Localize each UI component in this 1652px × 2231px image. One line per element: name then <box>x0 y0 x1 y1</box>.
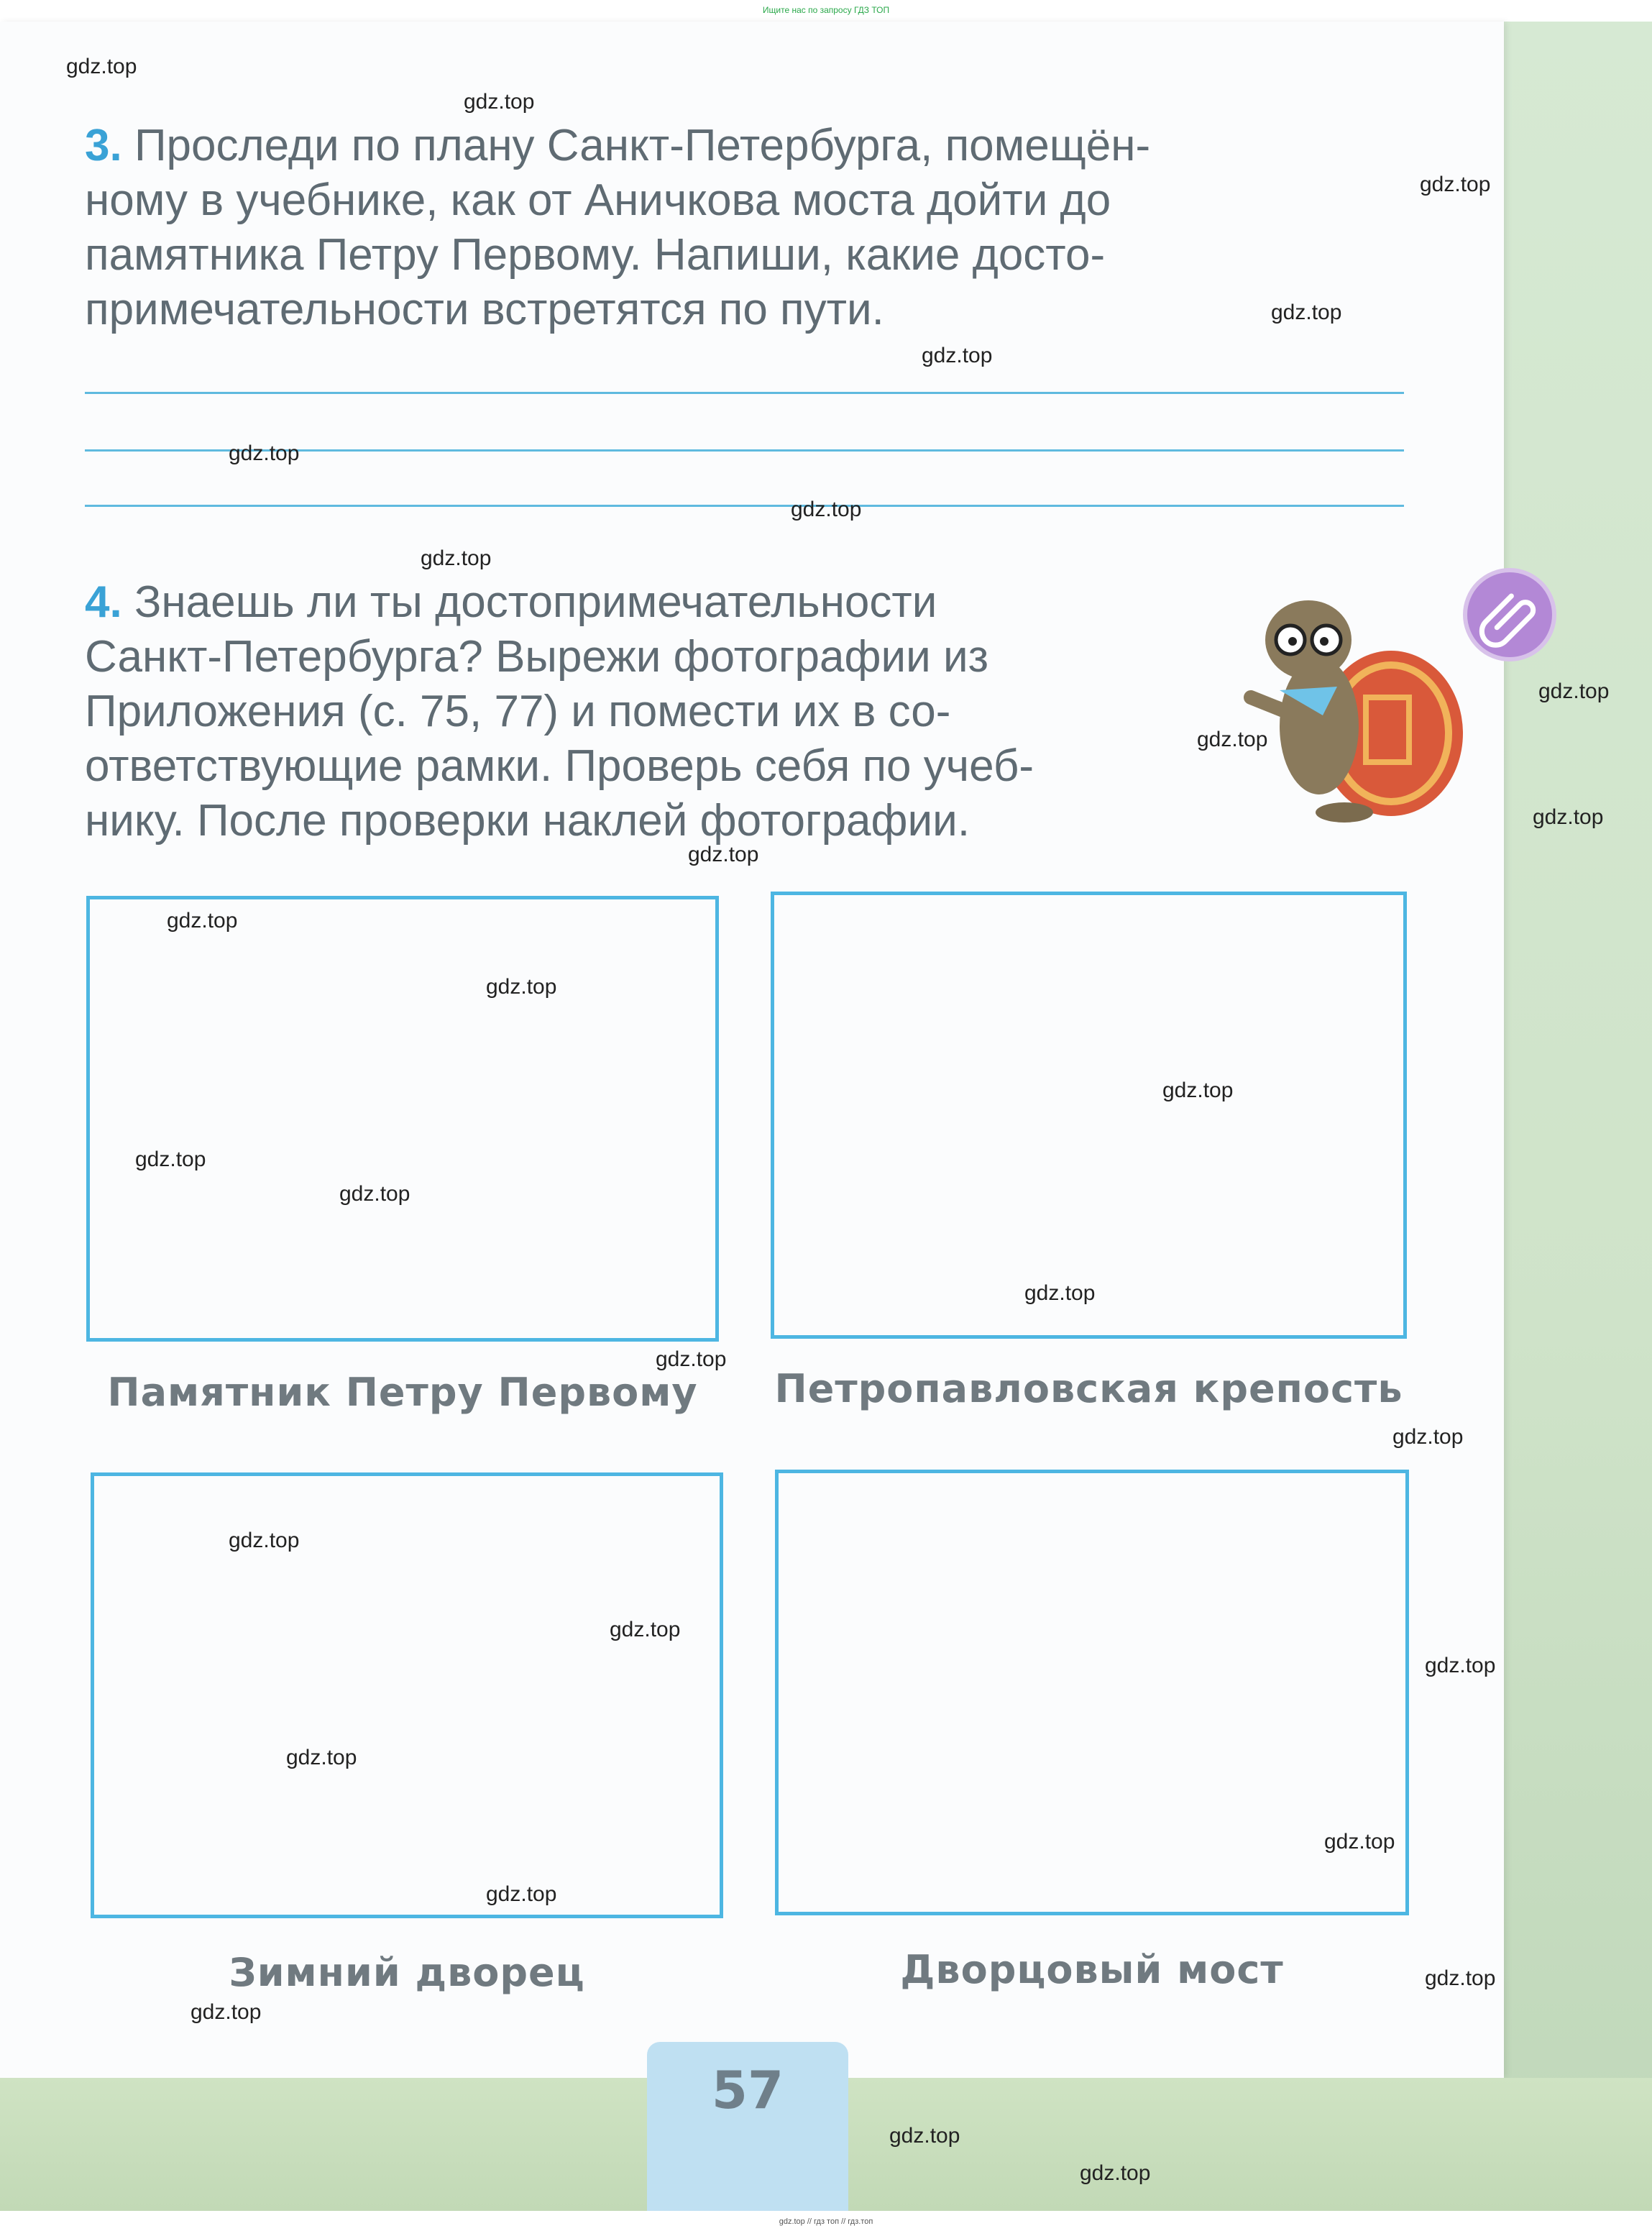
task-3-line-4: примечательности встретятся по пути. <box>85 285 884 334</box>
watermark: gdz.top <box>421 546 492 570</box>
task-4-number: 4. <box>85 577 122 627</box>
task-4-line-3: Приложения (с. 75, 77) и помести их в со- <box>85 687 951 736</box>
watermark: gdz.top <box>486 975 557 999</box>
watermark: gdz.top <box>1024 1281 1096 1305</box>
answer-line-1[interactable] <box>85 392 1404 394</box>
watermark: gdz.top <box>791 498 862 521</box>
watermark: gdz.top <box>1420 173 1491 196</box>
caption-palace-bridge: Дворцовый мост <box>900 1947 1284 1992</box>
watermark: gdz.top <box>688 843 759 866</box>
watermark: gdz.top <box>229 1529 300 1552</box>
bottom-banner: gdz.top // гдз топ // гдз.топ <box>779 2217 873 2226</box>
task-3-line-2: ному в учебнике, как от Аничкова моста дойти до <box>85 175 1111 225</box>
task-3-line-3: памятника Петру Первому. Напиши, какие досто- <box>85 230 1106 280</box>
right-page-edge <box>1495 22 1652 2207</box>
task-4-line-5: нику. После проверки наклей фотографии. <box>85 796 970 846</box>
watermark: gdz.top <box>1425 1966 1496 1990</box>
paperclip-icon-badge <box>1463 568 1556 661</box>
watermark: gdz.top <box>889 2124 960 2148</box>
paperclip-icon <box>1467 572 1552 657</box>
watermark: gdz.top <box>1392 1425 1464 1449</box>
watermark: gdz.top <box>656 1347 727 1371</box>
caption-peter-paul-fortress: Петропавловская крепость <box>774 1366 1403 1411</box>
watermark: gdz.top <box>167 909 238 933</box>
task-4-line-2: Санкт-Петербурга? Вырежи фотографии из <box>85 632 989 682</box>
watermark: gdz.top <box>1324 1830 1395 1854</box>
task-3-line-1: 3. Проследи по плану Санкт-Петербурга, помещён- <box>85 121 1151 170</box>
task-3 <box>85 119 1408 337</box>
photo-frame-palace-bridge[interactable] <box>775 1470 1409 1915</box>
photo-frame-winter-palace[interactable] <box>91 1472 723 1918</box>
watermark: gdz.top <box>1425 1654 1496 1677</box>
watermark: gdz.top <box>1533 805 1604 829</box>
caption-winter-palace: Зимний дворец <box>229 1950 585 1995</box>
watermark: gdz.top <box>1080 2161 1151 2185</box>
watermark: gdz.top <box>135 1147 206 1171</box>
photo-frame-peter-monument[interactable] <box>86 896 719 1342</box>
watermark: gdz.top <box>610 1618 681 1641</box>
task-4 <box>85 575 1203 848</box>
photo-frame-peter-paul-fortress[interactable] <box>771 892 1407 1339</box>
watermark: gdz.top <box>191 2000 262 2024</box>
caption-peter-monument: Памятник Петру Первому <box>107 1370 698 1415</box>
watermark: gdz.top <box>922 344 993 367</box>
watermark: gdz.top <box>66 55 137 78</box>
page-number: 57 <box>711 2060 784 2120</box>
watermark: gdz.top <box>1162 1078 1234 1102</box>
watermark: gdz.top <box>1271 301 1342 324</box>
task-4-line-4: ответствующие рамки. Проверь себя по учеб- <box>85 741 1034 791</box>
watermark: gdz.top <box>1538 679 1610 703</box>
watermark: gdz.top <box>229 441 300 465</box>
task-3-number: 3. <box>85 121 122 170</box>
top-banner: Ищите нас по запросу ГДЗ ТОП <box>762 5 890 15</box>
watermark: gdz.top <box>464 90 535 114</box>
watermark: gdz.top <box>339 1182 410 1206</box>
watermark: gdz.top <box>286 1746 357 1769</box>
task-4-line-1: 4. Знаешь ли ты достопримечательности <box>85 577 937 627</box>
watermark: gdz.top <box>1197 728 1268 751</box>
answer-line-3[interactable] <box>85 505 1404 507</box>
turtle-mascot-icon <box>1236 590 1474 827</box>
watermark: gdz.top <box>486 1882 557 1906</box>
